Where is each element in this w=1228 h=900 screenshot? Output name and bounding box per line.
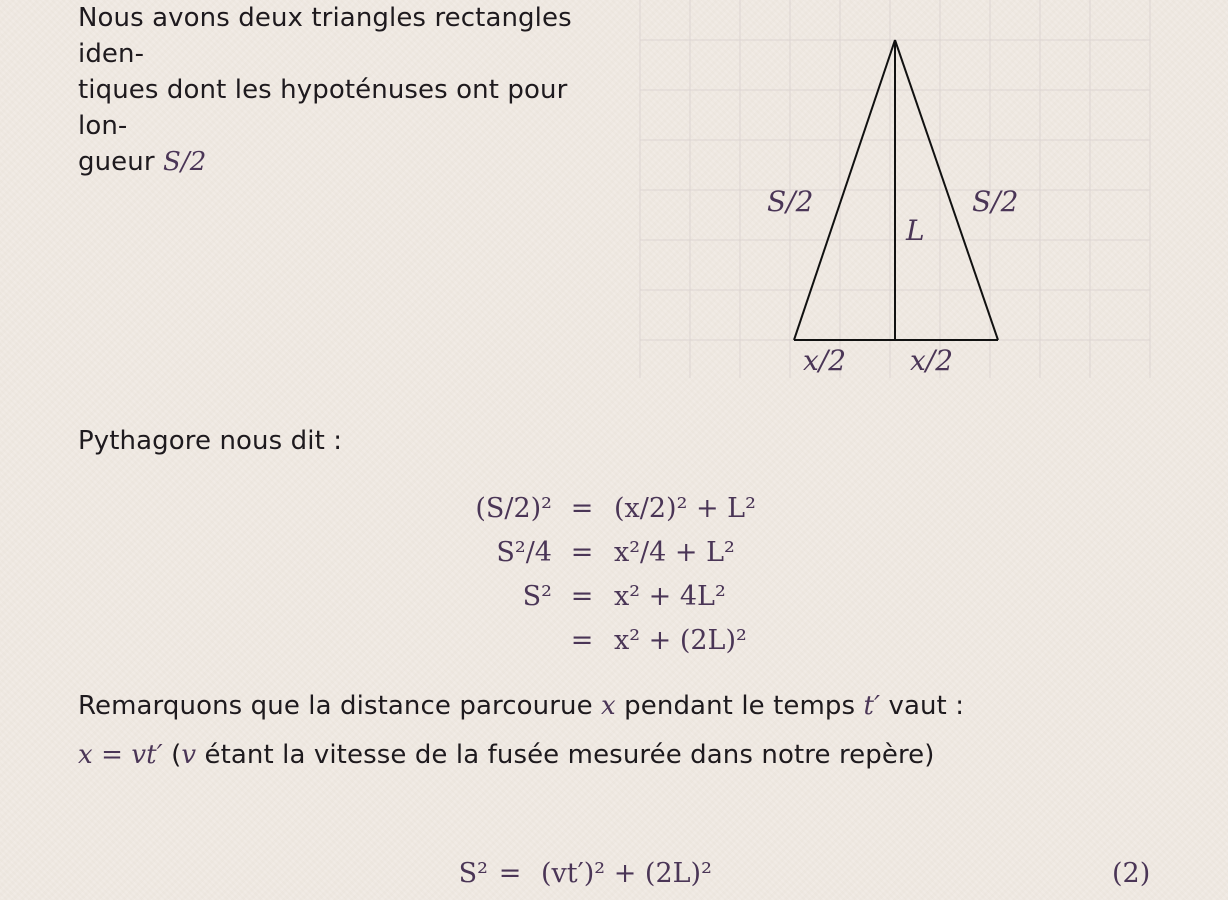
- math-t-prime: t′: [863, 691, 881, 721]
- remark-text-b: pendant le temps: [615, 691, 864, 721]
- equation-rhs: x²/4 + L²: [614, 537, 735, 568]
- final-equation-lhs: S²: [458, 858, 488, 889]
- final-equation-rhs: (vt′)² + (2L)²: [541, 858, 712, 889]
- math-s-over-2: S/2: [163, 147, 207, 177]
- equation-block: [0, 487, 1228, 667]
- remark-line: [78, 688, 964, 724]
- equation-rel: =: [570, 537, 594, 568]
- velocity-line: [78, 737, 935, 773]
- equation-lhs: S²: [522, 581, 552, 612]
- equation-rhs: (x/2)² + L²: [614, 493, 756, 524]
- equation-rel: =: [570, 493, 594, 524]
- equation-rel: =: [570, 625, 594, 656]
- remark-text-c: vaut :: [880, 691, 965, 721]
- velocity-text-a: (: [162, 740, 182, 770]
- velocity-text-b: étant la vitesse de la fusée mesurée dans notre repère): [196, 740, 935, 770]
- label-right-base: x/2: [910, 344, 954, 377]
- pythagore-text: Pythagore nous dit :: [78, 426, 343, 456]
- final-equation-rel: =: [498, 858, 522, 889]
- intro-line-2: tiques dont les hypoténuses ont pour lon-: [78, 75, 568, 141]
- math-v: v: [181, 740, 197, 770]
- label-height: L: [906, 214, 925, 247]
- label-left-base: x/2: [803, 344, 847, 377]
- final-equation: [0, 852, 1228, 896]
- intro-line-3-text: gueur: [78, 147, 164, 177]
- equation-lhs: (S/2)²: [475, 493, 552, 524]
- equation-row: [0, 575, 1228, 619]
- equation-rhs: x² + (2L)²: [614, 625, 747, 656]
- equation-row: [0, 487, 1228, 531]
- math-x: x: [601, 691, 616, 721]
- label-right-hypotenuse: S/2: [972, 185, 1019, 218]
- math-x-equals-vt: x = vt′: [78, 740, 163, 770]
- equation-row: [0, 619, 1228, 663]
- label-left-hypotenuse: S/2: [767, 185, 814, 218]
- equation-number: (2): [1112, 858, 1151, 889]
- equation-rhs: x² + 4L²: [614, 581, 726, 612]
- intro-line-1: Nous avons deux triangles rectangles iden-: [78, 3, 572, 69]
- equation-rel: =: [570, 581, 594, 612]
- remark-text-a: Remarquons que la distance parcourue: [78, 691, 602, 721]
- equation-row: [0, 531, 1228, 575]
- equation-lhs: S²/4: [496, 537, 552, 568]
